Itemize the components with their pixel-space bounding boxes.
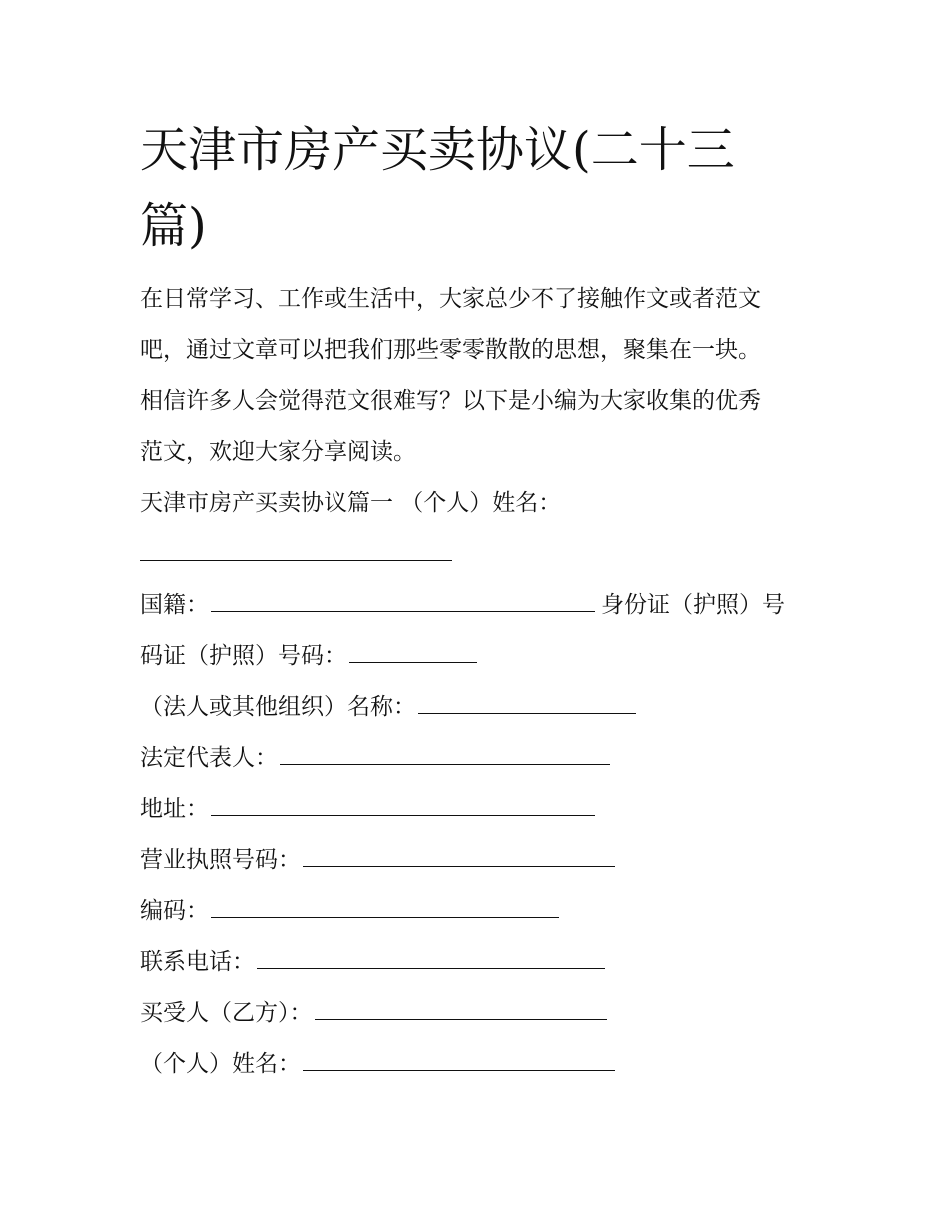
intro-line: 在日常学习、工作或生活中，大家总少不了接触作文或者范文 [140, 286, 761, 312]
business-license-label: 营业执照号码： [140, 847, 301, 873]
business-license-blank [303, 846, 615, 867]
postcode-blank [211, 897, 559, 918]
title-line-1: 天津市房产买卖协议(二十三 [140, 122, 735, 178]
address-blank [211, 795, 595, 816]
intro-line: 相信许多人会觉得范文很难写？以下是小编为大家收集的优秀 [140, 388, 761, 414]
buyer-name-row [140, 1039, 820, 1090]
org-name-label: （法人或其他组织）名称： [140, 694, 416, 720]
phone-blank [257, 948, 605, 969]
id-number-row [140, 631, 820, 682]
buyer-blank [315, 999, 607, 1020]
id-number-label: 身份证（护照）号 [601, 592, 785, 618]
legal-rep-blank [280, 744, 610, 765]
section-heading: 天津市房产买卖协议篇一 （个人）姓名： [140, 490, 562, 516]
phone-row [140, 937, 820, 988]
buyer-row [140, 988, 820, 1039]
name-blank [140, 540, 452, 561]
postcode-label: 编码： [140, 898, 209, 924]
document-title [140, 112, 800, 264]
nationality-row [140, 580, 820, 631]
address-row [140, 784, 820, 835]
nationality-label: 国籍： [140, 592, 209, 618]
id-number-blank [349, 642, 477, 663]
intro-line: 吧，通过文章可以把我们那些零零散散的思想，聚集在一块。 [140, 337, 761, 363]
buyer-name-blank [303, 1050, 615, 1071]
org-name-blank [418, 693, 636, 714]
legal-rep-label: 法定代表人： [140, 745, 278, 771]
postcode-row [140, 886, 820, 937]
legal-rep-row [140, 733, 820, 784]
title-line-2: 篇) [140, 198, 207, 254]
phone-label: 联系电话： [140, 949, 255, 975]
business-license-row [140, 835, 820, 886]
nationality-blank [211, 591, 595, 612]
buyer-label: 买受人（乙方）： [140, 1000, 313, 1026]
buyer-name-label: （个人）姓名： [140, 1051, 301, 1077]
name-field-row [140, 529, 820, 580]
document-body [140, 274, 820, 1090]
org-name-row [140, 682, 820, 733]
address-label: 地址： [140, 796, 209, 822]
id-number-cont-label: 码证（护照）号码： [140, 643, 347, 669]
intro-line: 范文，欢迎大家分享阅读。 [140, 439, 416, 465]
